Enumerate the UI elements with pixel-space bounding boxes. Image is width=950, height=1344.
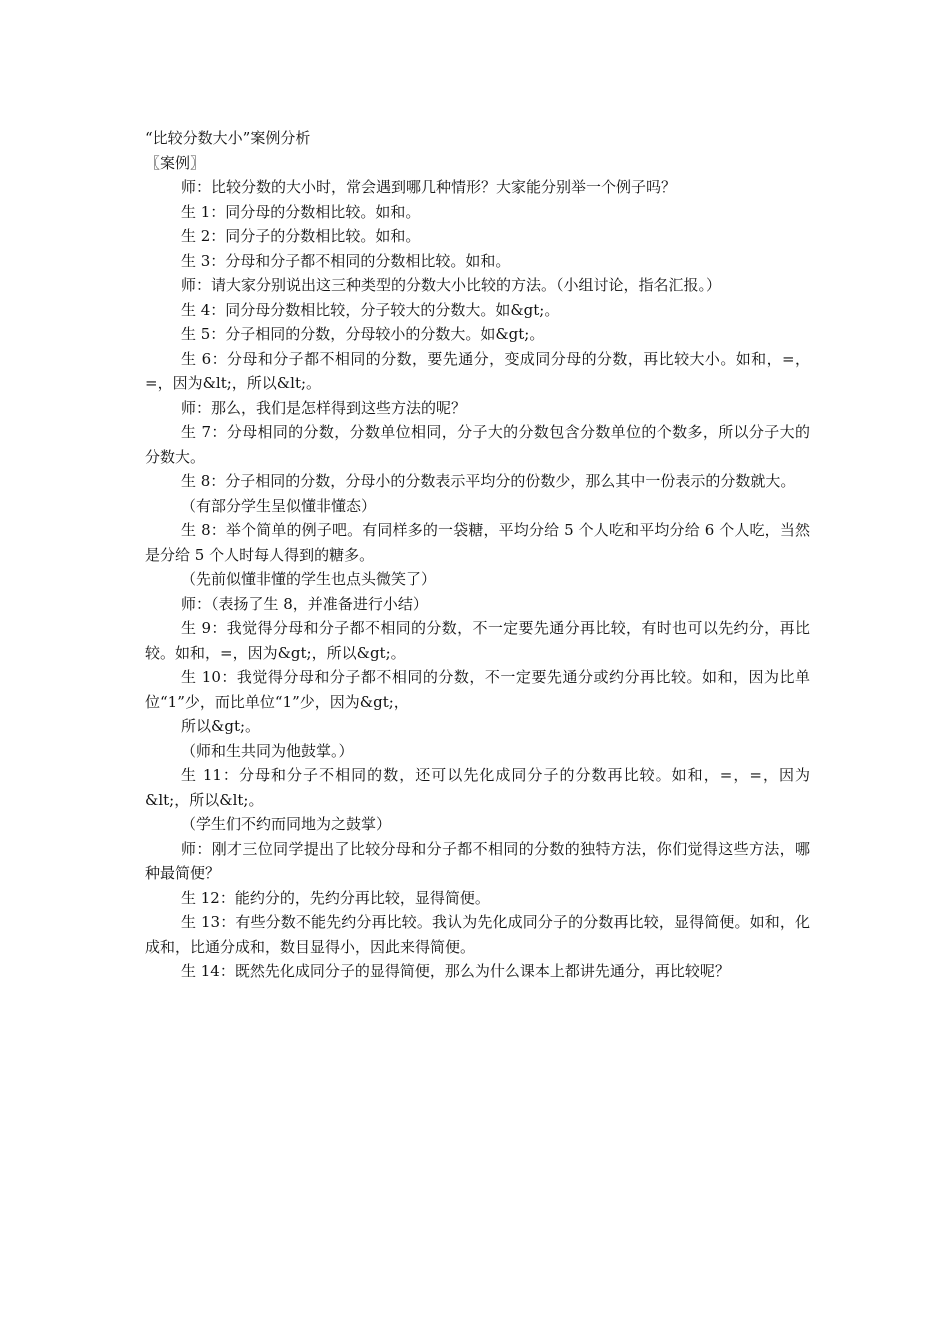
- paragraph: 生 9：我觉得分母和分子都不相同的分数，不一定要先通分再比较，有时也可以先约分，再比较。如和，=，因为&gt;，所以&gt;。: [145, 619, 810, 662]
- paragraph: 生 8：举个简单的例子吧。有同样多的一袋糖，平均分给 5 个人吃和平均分给 6 个人吃，当然是分给 5 个人时每人得到的糖多。: [145, 521, 810, 564]
- paragraph: 所以&gt;。: [181, 717, 261, 735]
- paragraph: 生 13：有些分数不能先约分再比较。我认为先化成同分子的分数再比较，显得简便。如和，化成和，比通分成和，数目显得小，因此来得简便。: [145, 913, 810, 956]
- paragraph: 生 7：分母相同的分数，分数单位相同，分子大的分数包含分数单位的个数多，所以分子大的分数大。: [145, 423, 810, 466]
- paragraph: 生 1：同分母的分数相比较。如和。: [181, 202, 421, 221]
- paragraph: 生 2：同分子的分数相比较。如和。: [181, 227, 421, 245]
- document-page: [145, 126, 810, 984]
- paragraph: 师：比较分数的大小时，常会遇到哪几种情形？大家能分别举一个例子吗？: [181, 178, 677, 196]
- paragraph: （先前似懂非懂的学生也点头微笑了）: [181, 570, 437, 588]
- paragraph: 生 12：能约分的，先约分再比较，显得简便。: [181, 888, 490, 907]
- paragraph: 师：请大家分别说出这三种类型的分数大小比较的方法。（小组讨论，指名汇报。）: [181, 276, 722, 294]
- paragraph: （学生们不约而同地为之鼓掌）: [181, 815, 392, 833]
- paragraph: 生 5：分子相同的分数，分母较小的分数大。如&gt;。: [181, 325, 545, 343]
- paragraph: 师：刚才三位同学提出了比较分母和分子都不相同的分数的独特方法，你们觉得这些方法，哪种最简便？: [145, 839, 810, 882]
- paragraph: 生 4：同分母分数相比较，分子较大的分数大。如&gt;。: [181, 300, 560, 319]
- paragraph: 生 8：分子相同的分数，分母小的分数表示平均分的份数少，那么其中一份表示的分数就大。: [181, 472, 796, 490]
- paragraph: （有部分学生呈似懂非懂态）: [181, 496, 377, 515]
- paragraph: （师和生共同为他鼓掌。）: [181, 741, 354, 760]
- paragraph: 生 11：分母和分子不相同的数，还可以先化成同分子的分数再比较。如和，=，=，因为&lt;，所以&lt;。: [145, 766, 810, 809]
- paragraph: 生 14：既然先化成同分子的显得简便，那么为什么课本上都讲先通分，再比较呢？: [181, 962, 730, 980]
- section-heading: 〖案例〗: [145, 153, 206, 172]
- paragraph: 生 3：分母和分子都不相同的分数相比较。如和。: [181, 251, 511, 270]
- document-title: “比较分数大小”案例分析: [145, 129, 311, 147]
- paragraph: 师：（表扬了生 8，并准备进行小结）: [181, 594, 428, 613]
- paragraph: 生 10：我觉得分母和分子都不相同的分数，不一定要先通分或约分再比较。如和，因为比单位“1”少，而比单位“1”少，因为&gt;，: [145, 668, 810, 711]
- paragraph: 师：那么，我们是怎样得到这些方法的呢？: [181, 398, 467, 417]
- paragraph: 生 6：分母和分子都不相同的分数，要先通分，变成同分母的分数，再比较大小。如和，=，=，因为&lt;，所以&lt;。: [145, 349, 810, 392]
